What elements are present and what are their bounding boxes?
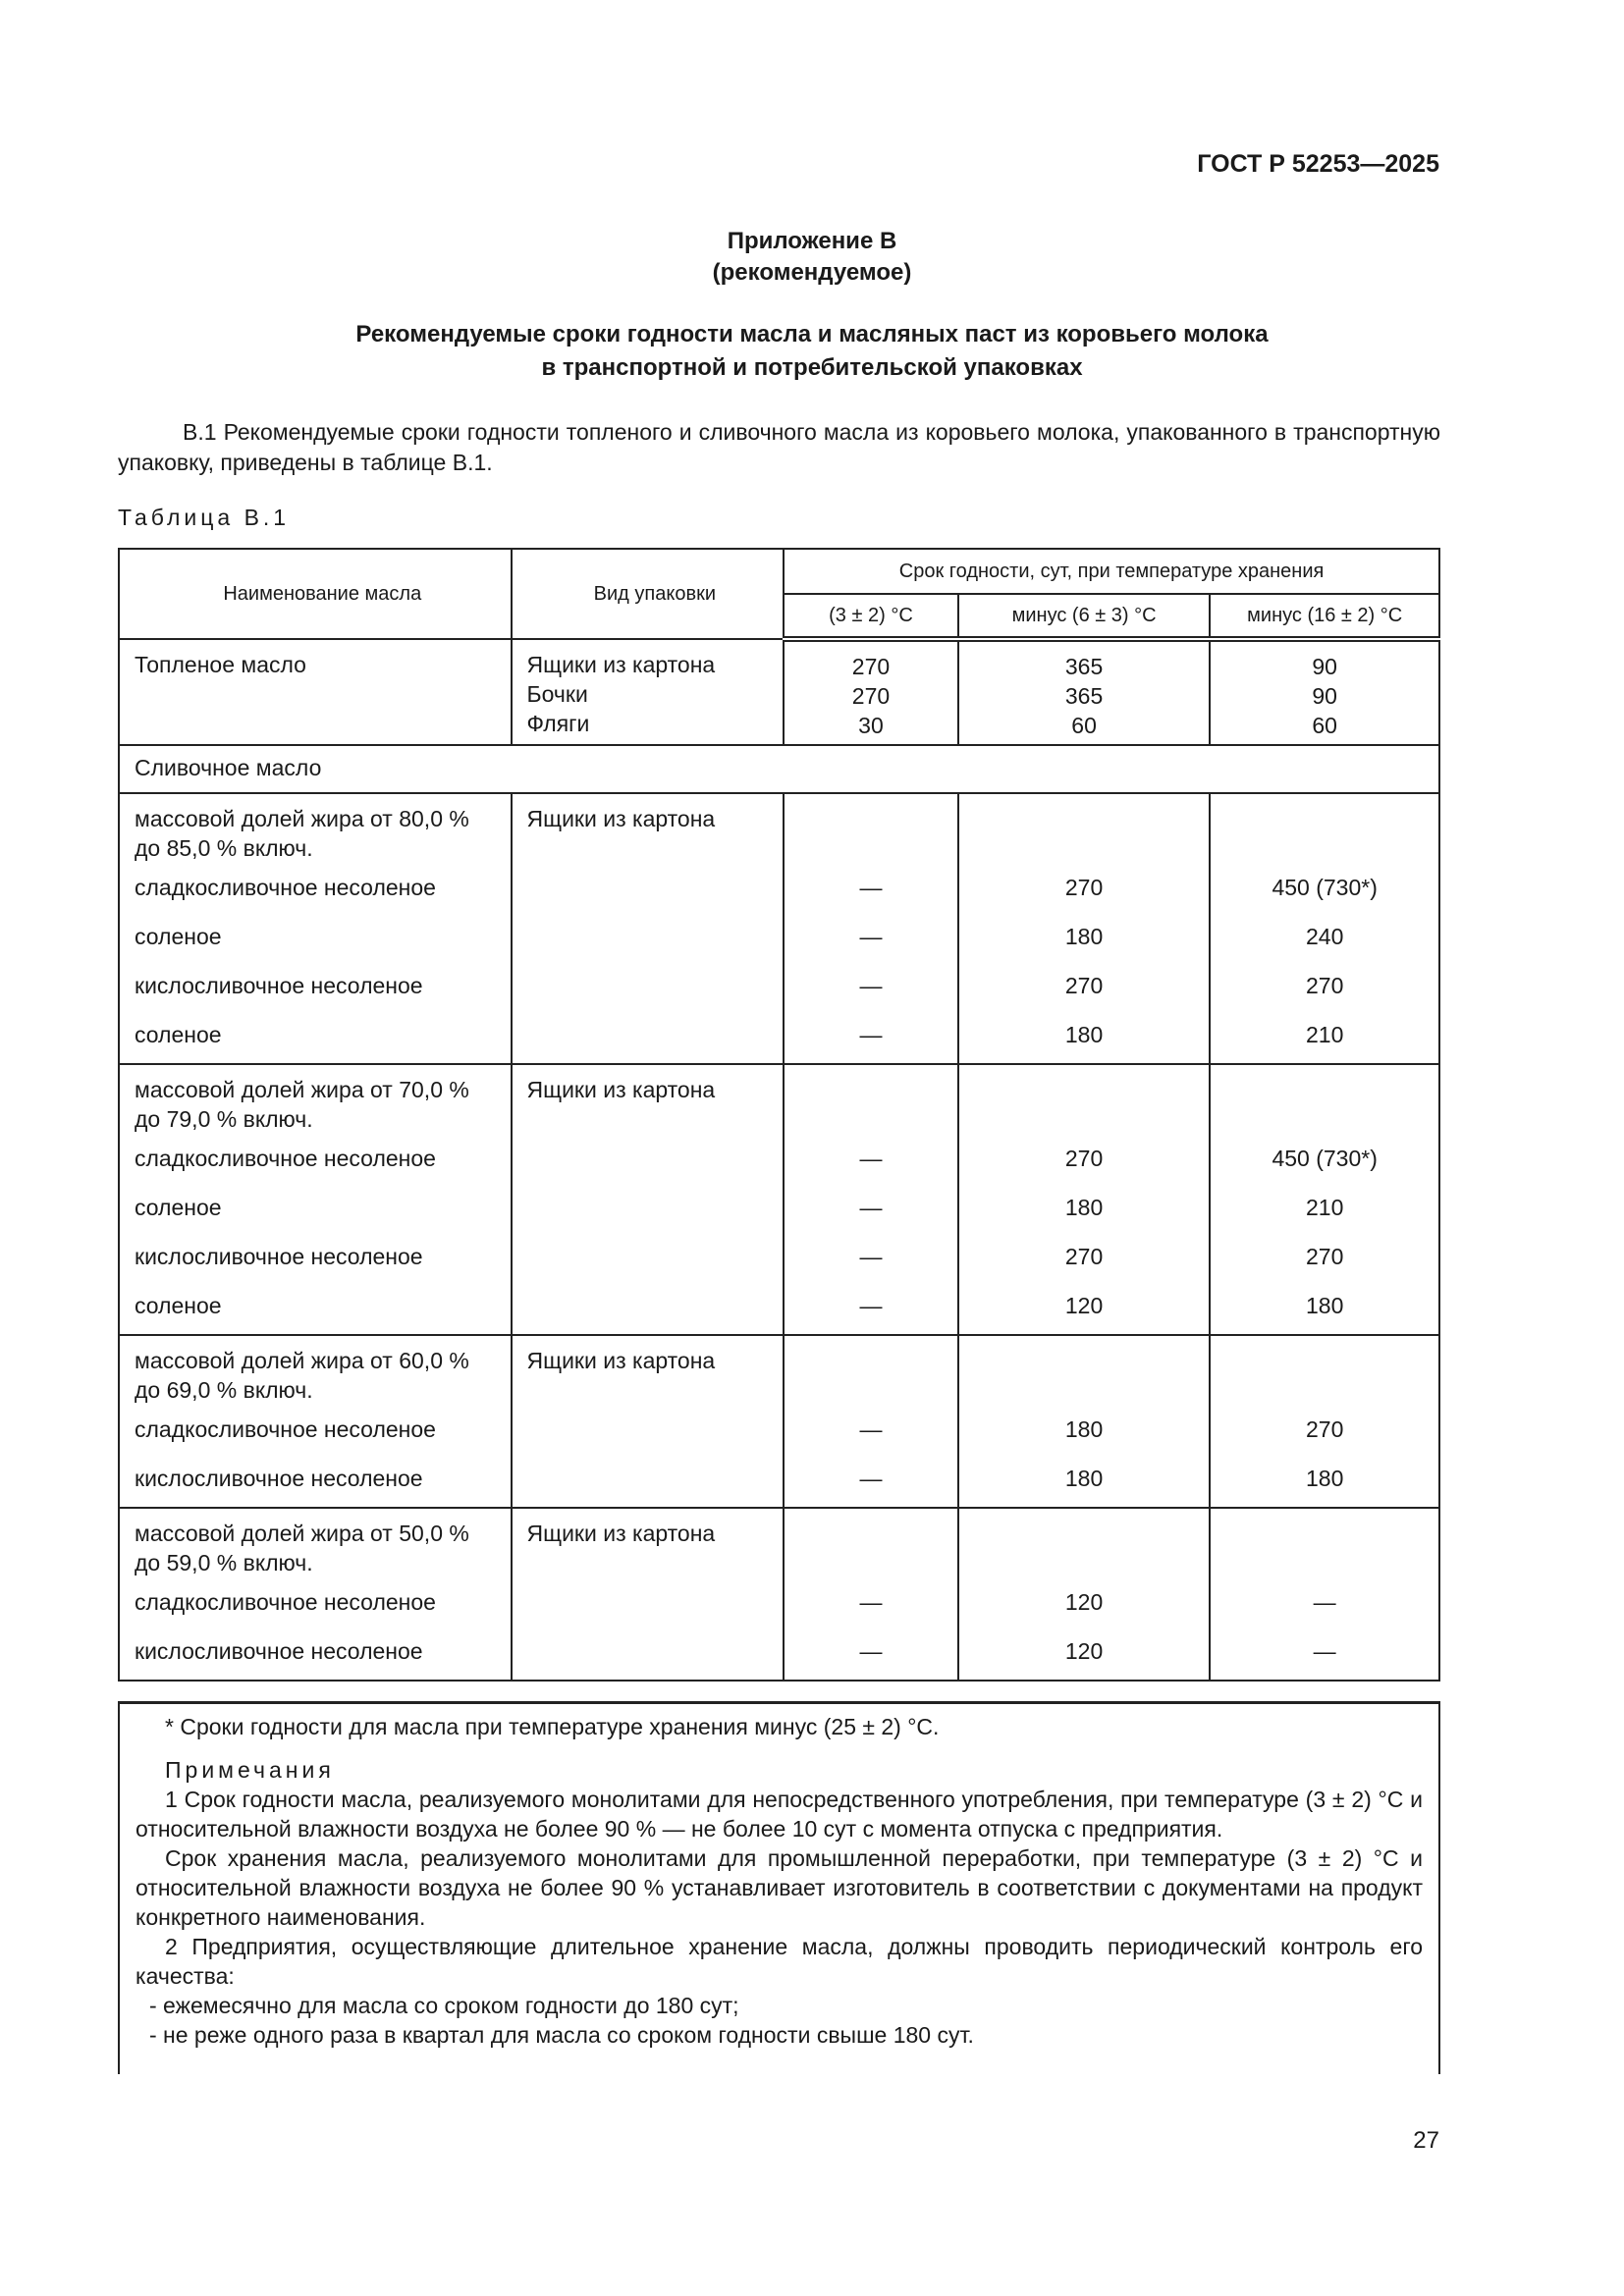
t2-cell xyxy=(958,1335,1211,1508)
butter-type: сладкосливочное несоленое xyxy=(135,1416,436,1442)
appendix-heading-line1: Рекомендуемые сроки годности масла и масляных паст из коровьего молока xyxy=(355,321,1269,347)
shelf-life-value: — xyxy=(859,1416,883,1442)
shelf-life-value: — xyxy=(859,1589,883,1615)
t3-cell xyxy=(1210,1335,1439,1508)
header-package: Вид упаковки xyxy=(512,549,785,639)
group-label: массовой долей жира от 80,0 % xyxy=(135,806,469,831)
shelf-life-table xyxy=(118,548,1440,1682)
table-row-fat-group xyxy=(119,1064,1439,1335)
group-name-cell xyxy=(119,1508,512,1681)
t2-cell xyxy=(958,793,1211,1064)
shelf-life-value: 120 xyxy=(1064,1589,1104,1615)
t1-cell xyxy=(784,1064,958,1335)
note-bullet-2: - не реже одного раза в квартал для масла со сроком годности свыше 180 сут. xyxy=(149,2022,974,2048)
value: 270 xyxy=(851,683,891,709)
shelf-life-value: 270 xyxy=(1064,1146,1104,1171)
shelf-life-value: — xyxy=(859,973,883,998)
package: Ящики из картона xyxy=(526,652,716,677)
butter-type: кислосливочное несоленое xyxy=(135,1244,423,1269)
shelf-life-value: 120 xyxy=(1064,1293,1104,1318)
group-label: до 69,0 % включ. xyxy=(135,1377,313,1403)
shelf-life-value: — xyxy=(859,1293,883,1318)
ghee-t3 xyxy=(1210,639,1439,745)
group-package: Ящики из картона xyxy=(512,1335,785,1508)
group-name-cell xyxy=(119,1064,512,1335)
package: Бочки xyxy=(526,681,588,707)
shelf-life-value: 450 (730*) xyxy=(1272,875,1378,900)
t3-cell xyxy=(1210,1508,1439,1681)
footnote: * Сроки годности для масла при температуре хранения минус (25 ± 2) °C. xyxy=(165,1714,940,1739)
ghee-packages xyxy=(512,639,785,745)
value: 270 xyxy=(851,654,891,679)
value: 90 xyxy=(1312,683,1337,709)
butter-type: сладкосливочное несоленое xyxy=(135,875,436,900)
appendix-title: Приложение В xyxy=(727,228,897,254)
shelf-life-value: 180 xyxy=(1064,1466,1104,1491)
shelf-life-value: 270 xyxy=(1305,1244,1344,1269)
value: 30 xyxy=(858,713,884,738)
group-package: Ящики из картона xyxy=(512,1064,785,1335)
shelf-life-value: 120 xyxy=(1064,1638,1104,1664)
shelf-life-value: 180 xyxy=(1305,1293,1344,1318)
table-row-section xyxy=(119,745,1439,793)
group-name-cell xyxy=(119,1335,512,1508)
intro-paragraph: В.1 Рекомендуемые сроки годности топленого и сливочного масла из коровьего молока, упакованного в транспортную упаковку, приведены в таблице В.1. xyxy=(118,419,1440,475)
shelf-life-value: 210 xyxy=(1305,1195,1344,1220)
header-shelf-life: Срок годности, сут, при температуре хранения xyxy=(784,549,1439,594)
group-label: до 59,0 % включ. xyxy=(135,1550,313,1575)
ghee-t2 xyxy=(958,639,1211,745)
page-number: 27 xyxy=(1413,2127,1439,2154)
t1-cell xyxy=(784,1335,958,1508)
value: 365 xyxy=(1064,683,1104,709)
shelf-life-value: — xyxy=(1313,1638,1336,1664)
table-row-fat-group xyxy=(119,793,1439,1064)
group-label: массовой долей жира от 70,0 % xyxy=(135,1077,469,1102)
value: 60 xyxy=(1312,713,1337,738)
shelf-life-value: 210 xyxy=(1305,1022,1344,1047)
t2-cell xyxy=(958,1064,1211,1335)
appendix-status: (рекомендуемое) xyxy=(712,259,912,286)
shelf-life-value: — xyxy=(859,875,883,900)
butter-type: сладкосливочное несоленое xyxy=(135,1589,436,1615)
shelf-life-value: 270 xyxy=(1064,875,1104,900)
shelf-life-value: 450 (730*) xyxy=(1272,1146,1378,1171)
shelf-life-value: 180 xyxy=(1064,1416,1104,1442)
shelf-life-value: 270 xyxy=(1305,1416,1344,1442)
shelf-life-value: — xyxy=(859,1244,883,1269)
note-1: 1 Срок годности масла, реализуемого монолитами для непосредственного употребления, при температуре (3 ± 2) °C и относительной влажности воздуха не более 90 % — не более 10 сут с момента отпуска с предприятия. xyxy=(135,1787,1423,1842)
shelf-life-value: — xyxy=(1313,1589,1336,1615)
shelf-life-value: — xyxy=(859,1146,883,1171)
t1-cell xyxy=(784,1508,958,1681)
shelf-life-value: 180 xyxy=(1305,1466,1344,1491)
shelf-life-value: 270 xyxy=(1305,973,1344,998)
butter-section-label: Сливочное масло xyxy=(119,745,1439,793)
note-1b: Срок хранения масла, реализуемого монолитами для промышленной переработки, при температуре (3 ± 2) °C и относительной влажности воздуха не более 90 % устанавливает изготовитель в соответствии с документами на продукт конкретного наименования. xyxy=(135,1845,1423,1930)
shelf-life-value: — xyxy=(859,924,883,949)
t1-cell xyxy=(784,793,958,1064)
butter-type: кислосливочное несоленое xyxy=(135,1638,423,1664)
table-caption: Таблица В.1 xyxy=(118,505,291,530)
butter-type: соленое xyxy=(135,924,222,949)
butter-type: кислосливочное несоленое xyxy=(135,1466,423,1491)
butter-type: сладкосливочное несоленое xyxy=(135,1146,436,1171)
butter-type: соленое xyxy=(135,1293,222,1318)
group-label: массовой долей жира от 50,0 % xyxy=(135,1521,469,1546)
table-notes xyxy=(118,1701,1440,2074)
notes-title: Примечания xyxy=(165,1757,335,1783)
package: Фляги xyxy=(526,711,590,736)
header-temp-1: (3 ± 2) °C xyxy=(784,594,958,639)
shelf-life-value: — xyxy=(859,1638,883,1664)
butter-type: соленое xyxy=(135,1022,222,1047)
t3-cell xyxy=(1210,1064,1439,1335)
shelf-life-value: 240 xyxy=(1305,924,1344,949)
table-row-fat-group xyxy=(119,1335,1439,1508)
shelf-life-value: — xyxy=(859,1195,883,1220)
shelf-life-value: — xyxy=(859,1466,883,1491)
note-bullet-1: - ежемесячно для масла со сроком годности до 180 сут; xyxy=(149,1993,739,2018)
group-label: до 79,0 % включ. xyxy=(135,1106,313,1132)
ghee-name: Топленое масло xyxy=(119,639,512,745)
shelf-life-value: 180 xyxy=(1064,924,1104,949)
table-row-ghee xyxy=(119,639,1439,745)
butter-type: соленое xyxy=(135,1195,222,1220)
table-row-fat-group xyxy=(119,1508,1439,1681)
shelf-life-value: 270 xyxy=(1064,1244,1104,1269)
header-temp-2: минус (6 ± 3) °C xyxy=(958,594,1211,639)
shelf-life-value: 180 xyxy=(1064,1195,1104,1220)
shelf-life-value: — xyxy=(859,1022,883,1047)
value: 90 xyxy=(1312,654,1337,679)
document-code: ГОСТ Р 52253—2025 xyxy=(1197,150,1439,178)
shelf-life-value: 180 xyxy=(1064,1022,1104,1047)
group-name-cell xyxy=(119,793,512,1064)
group-package: Ящики из картона xyxy=(512,793,785,1064)
group-package: Ящики из картона xyxy=(512,1508,785,1681)
group-label: массовой долей жира от 60,0 % xyxy=(135,1348,469,1373)
t3-cell xyxy=(1210,793,1439,1064)
value: 60 xyxy=(1071,713,1097,738)
group-label: до 85,0 % включ. xyxy=(135,835,313,861)
header-temp-3: минус (16 ± 2) °C xyxy=(1210,594,1439,639)
appendix-heading-line2: в транспортной и потребительской упаковках xyxy=(541,354,1083,381)
butter-type: кислосливочное несоленое xyxy=(135,973,423,998)
value: 365 xyxy=(1064,654,1104,679)
t2-cell xyxy=(958,1508,1211,1681)
note-2: 2 Предприятия, осуществляющие длительное хранение масла, должны проводить периодический контроль его качества: xyxy=(135,1934,1423,1989)
ghee-t1 xyxy=(784,639,958,745)
header-name: Наименование масла xyxy=(119,549,512,639)
shelf-life-value: 270 xyxy=(1064,973,1104,998)
